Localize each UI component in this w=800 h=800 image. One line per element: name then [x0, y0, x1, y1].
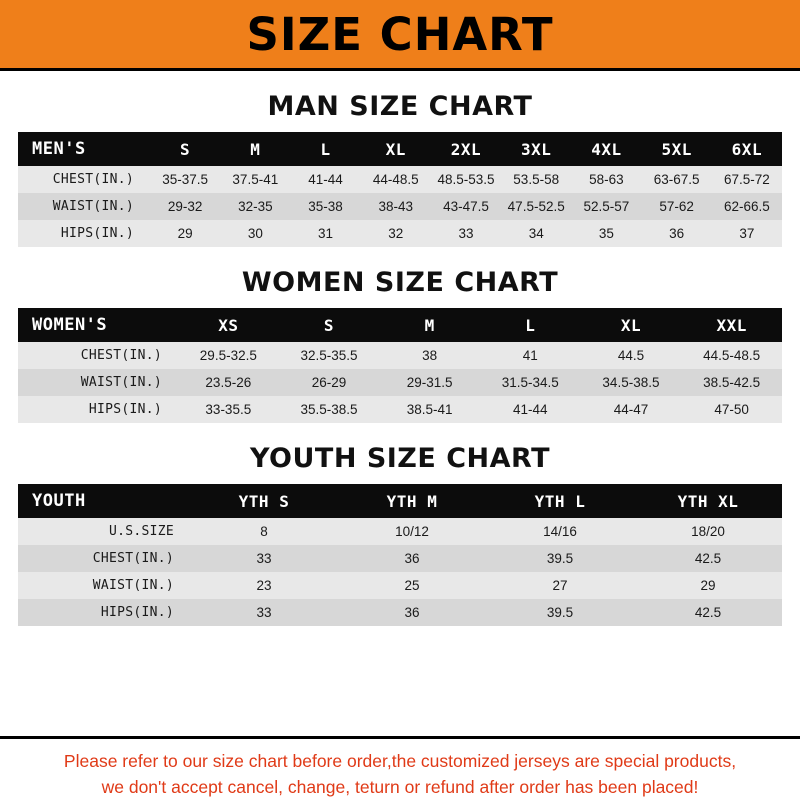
youth-row-chest-label: CHEST(IN.)	[18, 545, 190, 572]
women-chest-xl: 44.5	[581, 342, 682, 369]
table-header-row	[18, 308, 782, 342]
page-title: SIZE CHART	[246, 7, 554, 61]
men-col-6xl: 6XL	[712, 132, 782, 166]
table-header-row	[18, 484, 782, 518]
women-chest-xxl: 44.5-48.5	[681, 342, 782, 369]
women-col-xs: XS	[178, 308, 279, 342]
men-hips-5xl: 36	[642, 220, 712, 247]
youth-chest-m: 36	[338, 545, 486, 572]
men-hips-m: 30	[220, 220, 290, 247]
footer-note-line-2: we don't accept cancel, change, teturn or refund after order has been placed!	[101, 776, 699, 797]
youth-chest-s: 33	[190, 545, 338, 572]
men-chest-m: 37.5-41	[220, 166, 290, 193]
page-header	[0, 0, 800, 71]
youth-ussize-xl: 18/20	[634, 518, 782, 545]
footer-note	[0, 736, 800, 800]
men-waist-l: 35-38	[290, 193, 360, 220]
women-hips-xl: 44-47	[581, 396, 682, 423]
youth-waist-m: 25	[338, 572, 486, 599]
men-chest-s: 35-37.5	[150, 166, 220, 193]
women-waist-l: 31.5-34.5	[480, 369, 581, 396]
table-row	[18, 599, 782, 626]
youth-chest-l: 39.5	[486, 545, 634, 572]
youth-row-hips-label: HIPS(IN.)	[18, 599, 190, 626]
youth-row-label-header: YOUTH	[18, 484, 190, 518]
youth-col-xl: YTH XL	[634, 484, 782, 518]
youth-col-l: YTH L	[486, 484, 634, 518]
women-waist-xs: 23.5-26	[178, 369, 279, 396]
women-row-hips-label: HIPS(IN.)	[18, 396, 178, 423]
men-col-s: S	[150, 132, 220, 166]
men-col-2xl: 2XL	[431, 132, 501, 166]
youth-ussize-l: 14/16	[486, 518, 634, 545]
women-col-xxl: XXL	[681, 308, 782, 342]
women-chest-xs: 29.5-32.5	[178, 342, 279, 369]
table-row	[18, 166, 782, 193]
section-title-youth: YOUTH SIZE CHART	[249, 443, 551, 474]
youth-waist-s: 23	[190, 572, 338, 599]
table-row	[18, 396, 782, 423]
youth-waist-xl: 29	[634, 572, 782, 599]
women-waist-m: 29-31.5	[379, 369, 480, 396]
women-waist-xxl: 38.5-42.5	[681, 369, 782, 396]
women-row-waist-label: WAIST(IN.)	[18, 369, 178, 396]
women-waist-s: 26-29	[279, 369, 380, 396]
table-row	[18, 193, 782, 220]
women-col-xl: XL	[581, 308, 682, 342]
men-waist-2xl: 43-47.5	[431, 193, 501, 220]
men-chest-3xl: 53.5-58	[501, 166, 571, 193]
men-waist-6xl: 62-66.5	[712, 193, 782, 220]
youth-waist-l: 27	[486, 572, 634, 599]
section-title-women: WOMEN SIZE CHART	[241, 267, 559, 298]
table-row	[18, 342, 782, 369]
men-waist-m: 32-35	[220, 193, 290, 220]
women-hips-s: 35.5-38.5	[279, 396, 380, 423]
men-row-label-header: MEN'S	[18, 132, 150, 166]
men-row-waist-label: WAIST(IN.)	[18, 193, 150, 220]
men-waist-xl: 38-43	[361, 193, 431, 220]
women-col-m: M	[379, 308, 480, 342]
women-chest-s: 32.5-35.5	[279, 342, 380, 369]
men-hips-6xl: 37	[712, 220, 782, 247]
men-chest-l: 41-44	[290, 166, 360, 193]
table-row	[18, 518, 782, 545]
women-row-chest-label: CHEST(IN.)	[18, 342, 178, 369]
men-col-4xl: 4XL	[571, 132, 641, 166]
men-chest-5xl: 63-67.5	[642, 166, 712, 193]
table-row	[18, 369, 782, 396]
men-chest-2xl: 48.5-53.5	[431, 166, 501, 193]
men-chest-4xl: 58-63	[571, 166, 641, 193]
women-hips-l: 41-44	[480, 396, 581, 423]
chart-content	[0, 71, 800, 722]
men-waist-5xl: 57-62	[642, 193, 712, 220]
table-row	[18, 572, 782, 599]
men-col-l: L	[290, 132, 360, 166]
youth-hips-xl: 42.5	[634, 599, 782, 626]
women-hips-xs: 33-35.5	[178, 396, 279, 423]
women-row-label-header: WOMEN'S	[18, 308, 178, 342]
men-row-hips-label: HIPS(IN.)	[18, 220, 150, 247]
youth-ussize-s: 8	[190, 518, 338, 545]
youth-col-m: YTH M	[338, 484, 486, 518]
men-col-3xl: 3XL	[501, 132, 571, 166]
footer-note-line-1: Please refer to our size chart before order,the customized jerseys are special products,	[63, 751, 737, 772]
women-size-table	[18, 308, 782, 423]
women-hips-xxl: 47-50	[681, 396, 782, 423]
women-hips-m: 38.5-41	[379, 396, 480, 423]
youth-hips-m: 36	[338, 599, 486, 626]
men-row-chest-label: CHEST(IN.)	[18, 166, 150, 193]
women-col-s: S	[279, 308, 380, 342]
men-size-table	[18, 132, 782, 247]
men-hips-s: 29	[150, 220, 220, 247]
table-header-row	[18, 132, 782, 166]
women-chest-m: 38	[379, 342, 480, 369]
men-chest-xl: 44-48.5	[361, 166, 431, 193]
men-hips-xl: 32	[361, 220, 431, 247]
women-chest-l: 41	[480, 342, 581, 369]
youth-size-table	[18, 484, 782, 626]
youth-chest-xl: 42.5	[634, 545, 782, 572]
men-col-xl: XL	[361, 132, 431, 166]
youth-row-ussize-label: U.S.SIZE	[18, 518, 190, 545]
table-row	[18, 220, 782, 247]
men-hips-2xl: 33	[431, 220, 501, 247]
men-waist-s: 29-32	[150, 193, 220, 220]
table-row	[18, 545, 782, 572]
youth-row-waist-label: WAIST(IN.)	[18, 572, 190, 599]
youth-ussize-m: 10/12	[338, 518, 486, 545]
men-hips-4xl: 35	[571, 220, 641, 247]
men-chest-6xl: 67.5-72	[712, 166, 782, 193]
men-col-m: M	[220, 132, 290, 166]
men-hips-3xl: 34	[501, 220, 571, 247]
youth-hips-l: 39.5	[486, 599, 634, 626]
women-col-l: L	[480, 308, 581, 342]
men-col-5xl: 5XL	[642, 132, 712, 166]
women-waist-xl: 34.5-38.5	[581, 369, 682, 396]
section-title-men: MAN SIZE CHART	[267, 91, 533, 122]
youth-col-s: YTH S	[190, 484, 338, 518]
men-hips-l: 31	[290, 220, 360, 247]
men-waist-4xl: 52.5-57	[571, 193, 641, 220]
men-waist-3xl: 47.5-52.5	[501, 193, 571, 220]
youth-hips-s: 33	[190, 599, 338, 626]
